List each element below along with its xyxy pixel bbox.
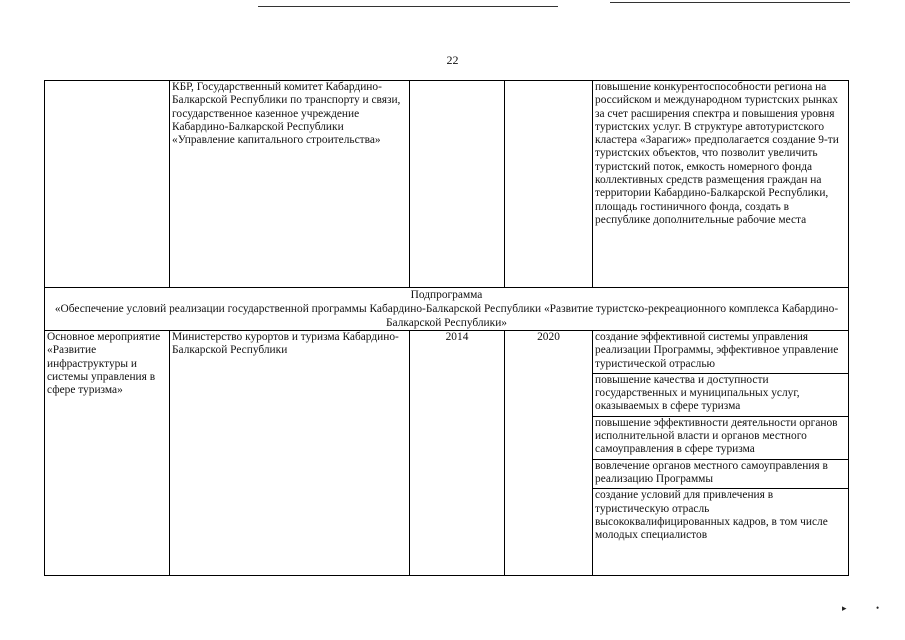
end-year-cell: 2020 [505, 331, 593, 576]
subprogram-cell [45, 288, 849, 331]
executor-cell: Министерство курортов и туризма Кабардино-Балкарской Республики [170, 331, 410, 576]
end-year-cell [505, 81, 593, 288]
table-row [45, 81, 849, 288]
scan-line-top-left [258, 6, 558, 7]
page-number: 22 [446, 53, 459, 67]
start-year-cell [410, 81, 505, 288]
subprogram-heading: Подпрограмма [410, 289, 483, 301]
subprogram-row [45, 288, 849, 331]
results-cell [593, 331, 849, 576]
result-item: создание эффективной системы управления реализации Программы, эффективное управление туристической отраслью [595, 331, 839, 370]
table-row [45, 331, 849, 576]
subprogram-title: «Обеспечение условий реализации государственной программы Кабардино-Балкарской Республики «Развитие туристско-рекреационного комплекса Кабардино-Балкарской Республики» [54, 303, 839, 329]
start-year-cell: 2014 [410, 331, 505, 576]
result-cell: повышение конкурентоспособности региона на российском и международном туристских рынках за счет расширения спектра и повышения уровня туристских услуг. В структуре автотуристского кластера «Зарагиж» предполагается создание 9-ти туристских объектов, что позволит увеличить туристский поток, емкость номерного фонда коллективных средств размещения граждан на территории Кабардино-Балкарской Республики, площадь гостиничного фонда, создать в республике дополнительные рабочие места [593, 81, 849, 288]
program-table [44, 80, 849, 576]
activity-cell [45, 81, 170, 288]
result-item: повышение качества и доступности государственных и муниципальных услуг, оказываемых в сфере туризма [593, 373, 848, 416]
activity-cell: Основное мероприятие «Развитие инфраструктуры и системы управления в сфере туризма» [45, 331, 170, 576]
result-item: повышение эффективности деятельности органов исполнительной власти и органов местного самоуправления в сфере туризма [593, 416, 848, 459]
executor-cell: КБР, Государственный комитет Кабардино-Балкарской Республики по транспорту и связи, государственное казенное учреждение Кабардино-Балкарской Республики «Управление капитального строительства» [170, 81, 410, 288]
scan-artifact-mark: • [876, 603, 880, 613]
scan-artifact-mark: ▸ [842, 603, 847, 613]
result-item: вовлечение органов местного самоуправления в реализацию Программы [593, 459, 848, 489]
result-item: создание условий для привлечения в туристическую отрасль высококвалифицированных кадров, в том числе молодых специалистов [593, 488, 848, 544]
scan-line-top-right [610, 2, 850, 3]
